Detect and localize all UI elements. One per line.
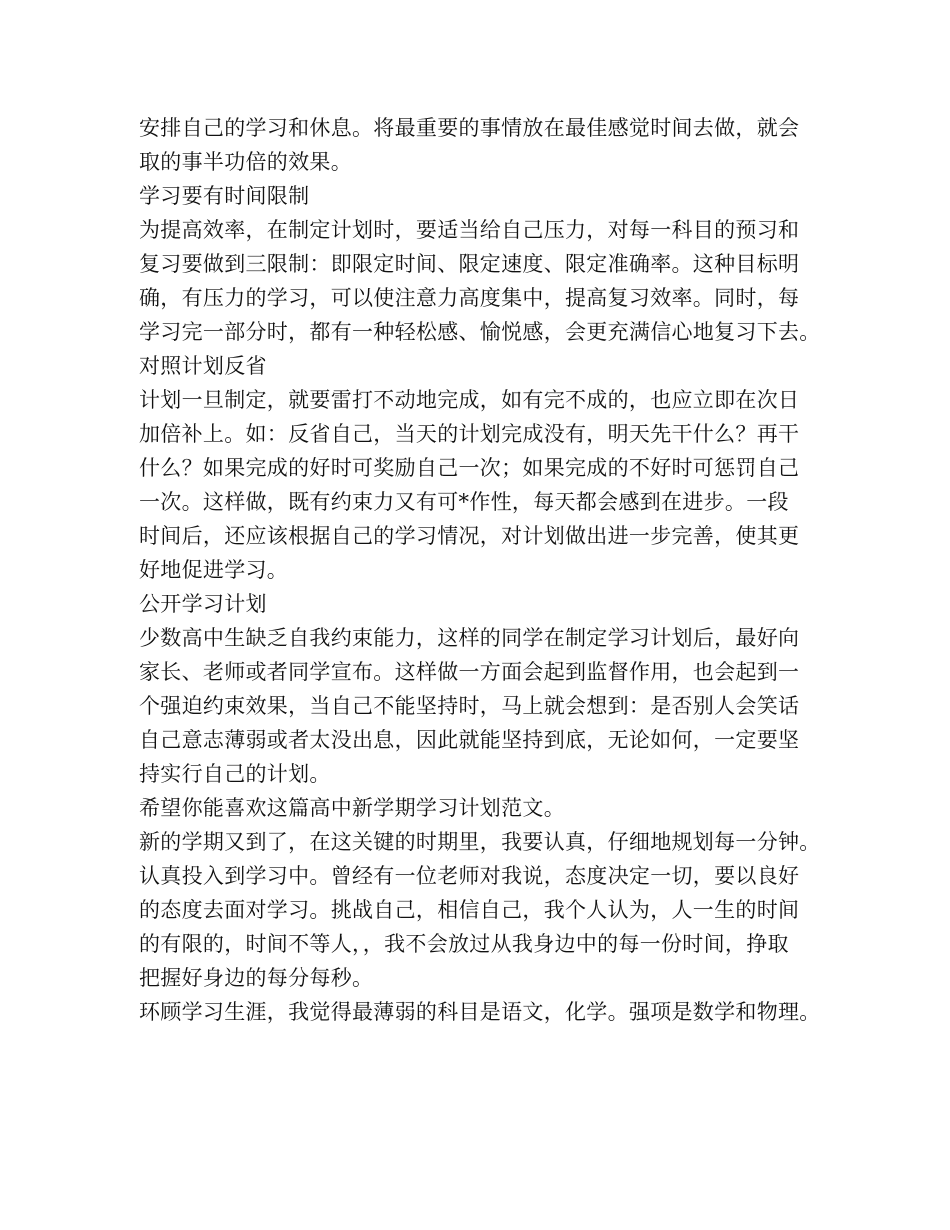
text-line: 安排自己的学习和休息。将最重要的事情放在最佳感觉时间去做，就会 bbox=[139, 116, 800, 140]
text-line: 的态度去面对学习。挑战自己，相信自己，我个人认为，人一生的时间 bbox=[139, 898, 800, 922]
text-line: 时间后，还应该根据自己的学习情况，对计划做出进一步完善，使其更 bbox=[139, 524, 800, 548]
section-heading: 学习要有时间限制 bbox=[139, 184, 310, 208]
text-line: 学习完一部分时，都有一种轻松感、愉悦感，会更充满信心地复习下去。 bbox=[139, 320, 821, 344]
text-line: 确，有压力的学习，可以使注意力高度集中，提高复习效率。同时，每 bbox=[139, 286, 800, 310]
text-line: 为提高效率，在制定计划时，要适当给自己压力，对每一科目的预习和 bbox=[139, 218, 800, 242]
section-heading: 对照计划反省 bbox=[139, 354, 267, 378]
text-line: 取的事半功倍的效果。 bbox=[139, 150, 352, 174]
text-line: 什么？如果完成的好时可奖励自己一次；如果完成的不好时可惩罚自己 bbox=[139, 456, 800, 480]
text-line: 的有限的，时间不等人，，我不会放过从我身边中的每一份时间，挣取 bbox=[139, 932, 789, 956]
text-line: 个强迫约束效果，当自己不能坚持时，马上就会想到：是否别人会笑话 bbox=[139, 694, 800, 718]
document-page bbox=[139, 111, 839, 1029]
text-line: 加倍补上。如：反省自己，当天的计划完成没有，明天先干什么？再干 bbox=[139, 422, 800, 446]
text-line: 复习要做到三限制：即限定时间、限定速度、限定准确率。这种目标明 bbox=[139, 252, 800, 276]
text-line: 环顾学习生涯，我觉得最薄弱的科目是语文，化学。强项是数学和物理。 bbox=[139, 1000, 821, 1024]
section-heading: 公开学习计划 bbox=[139, 592, 267, 616]
text-line: 新的学期又到了，在这关键的时期里，我要认真，仔细地规划每一分钟。 bbox=[139, 830, 821, 854]
text-line: 持实行自己的计划。 bbox=[139, 762, 331, 786]
text-line: 自己意志薄弱或者太没出息，因此就能坚持到底，无论如何，一定要坚 bbox=[139, 728, 800, 752]
text-line: 一次。这样做，既有约束力又有可*作性，每天都会感到在进步。一段 bbox=[139, 490, 789, 514]
text-line: 少数高中生缺乏自我约束能力，这样的同学在制定学习计划后，最好向 bbox=[139, 626, 800, 650]
text-line: 把握好身边的每分每秒。 bbox=[139, 966, 374, 990]
text-line: 家长、老师或者同学宣布。这样做一方面会起到监督作用，也会起到一 bbox=[139, 660, 800, 684]
text-line: 好地促进学习。 bbox=[139, 558, 289, 582]
text-line: 认真投入到学习中。曾经有一位老师对我说，态度决定一切，要以良好 bbox=[139, 864, 800, 888]
text-line: 希望你能喜欢这篇高中新学期学习计划范文。 bbox=[139, 796, 565, 820]
text-line: 计划一旦制定，就要雷打不动地完成，如有完不成的，也应立即在次日 bbox=[139, 388, 800, 412]
